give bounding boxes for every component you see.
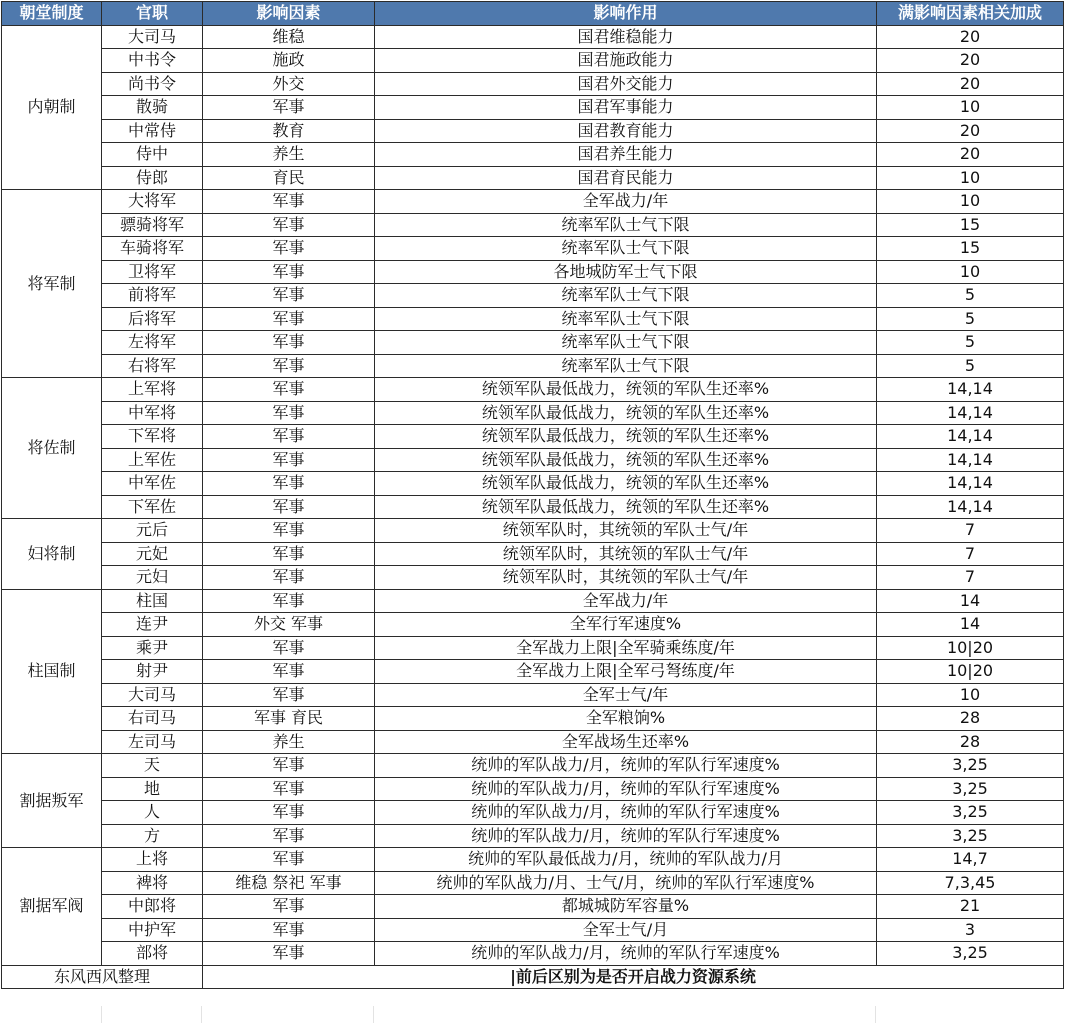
bonus-cell: 7 [877,519,1064,543]
factor-cell: 军事 [203,942,375,966]
office-cell: 下军将 [102,425,203,449]
bonus-cell: 20 [877,25,1064,49]
bonus-cell: 28 [877,707,1064,731]
effect-cell: 统领军队最低战力，统领的军队生还率% [375,448,877,472]
office-cell: 裨将 [102,871,203,895]
office-cell: 中书令 [102,49,203,73]
factor-cell: 军事 [203,589,375,613]
factor-cell: 军事 [203,237,375,261]
effect-cell: 统领军队时，其统领的军队士气/年 [375,566,877,590]
effect-cell: 统领军队最低战力，统领的军队生还率% [375,425,877,449]
effect-cell: 国君教育能力 [375,119,877,143]
table-row [2,237,1064,261]
table-row [2,683,1064,707]
bonus-cell: 21 [877,895,1064,919]
empty-gridline [875,1006,876,1023]
bonus-cell: 20 [877,49,1064,73]
factor-cell: 军事 [203,307,375,331]
table-row [2,472,1064,496]
effect-cell: 国君外交能力 [375,72,877,96]
empty-gridline [373,1006,374,1023]
factor-cell: 军事 [203,660,375,684]
table-row [2,495,1064,519]
table-row [2,730,1064,754]
effect-cell: 各地城防军士气下限 [375,260,877,284]
office-cell: 前将军 [102,284,203,308]
table-row [2,801,1064,825]
effect-cell: 统率军队士气下限 [375,237,877,261]
effect-cell: 全军战力/年 [375,589,877,613]
bonus-cell: 14 [877,613,1064,637]
system-group-cell: 割据叛军 [2,754,102,848]
factor-cell: 军事 育民 [203,707,375,731]
bonus-cell: 14,14 [877,472,1064,496]
factor-cell: 军事 [203,495,375,519]
office-cell: 右司马 [102,707,203,731]
bonus-cell: 10 [877,683,1064,707]
bonus-cell: 5 [877,354,1064,378]
effect-cell: 统率军队士气下限 [375,331,877,355]
factor-cell: 外交 军事 [203,613,375,637]
system-group-cell: 妇将制 [2,519,102,590]
effect-cell: 统领军队时，其统领的军队士气/年 [375,542,877,566]
table-row [2,589,1064,613]
table-row [2,143,1064,167]
effect-cell: 统帅的军队战力/月，统帅的军队行军速度% [375,824,877,848]
bonus-cell: 10|20 [877,636,1064,660]
effect-cell: 统率军队士气下限 [375,213,877,237]
office-cell: 方 [102,824,203,848]
office-cell: 乘尹 [102,636,203,660]
footer-note: |前后区别为是否开启战力资源系统 [203,965,1064,989]
effect-cell: 统帅的军队战力/月，统帅的军队行军速度% [375,942,877,966]
table-row [2,448,1064,472]
table-row [2,871,1064,895]
table-row [2,166,1064,190]
table-row [2,284,1064,308]
office-cell: 中军佐 [102,472,203,496]
table-row [2,49,1064,73]
effect-cell: 统帅的军队战力/月，统帅的军队行军速度% [375,777,877,801]
bonus-cell: 10 [877,96,1064,120]
factor-cell: 军事 [203,331,375,355]
table-row [2,519,1064,543]
factor-cell: 军事 [203,425,375,449]
factor-cell: 养生 [203,143,375,167]
factor-cell: 军事 [203,848,375,872]
office-cell: 上将 [102,848,203,872]
factor-cell: 军事 [203,378,375,402]
bonus-cell: 7,3,45 [877,871,1064,895]
factor-cell: 军事 [203,260,375,284]
table-row [2,754,1064,778]
factor-cell: 军事 [203,448,375,472]
office-cell: 左将军 [102,331,203,355]
office-cell: 左司马 [102,730,203,754]
bonus-cell: 7 [877,566,1064,590]
table-row [2,660,1064,684]
factor-cell: 军事 [203,566,375,590]
office-cell: 上军佐 [102,448,203,472]
effect-cell: 全军战力上限|全军骑乘练度/年 [375,636,877,660]
bonus-cell: 3 [877,918,1064,942]
table-row [2,96,1064,120]
factor-cell: 军事 [203,801,375,825]
bonus-cell: 3,25 [877,801,1064,825]
office-cell: 天 [102,754,203,778]
office-cell: 元妃 [102,542,203,566]
effect-cell: 统领军队最低战力，统领的军队生还率% [375,495,877,519]
effect-cell: 国君军事能力 [375,96,877,120]
factor-cell: 维稳 祭祀 军事 [203,871,375,895]
bonus-cell: 14 [877,589,1064,613]
bonus-cell: 3,25 [877,824,1064,848]
effect-cell: 统率军队士气下限 [375,284,877,308]
header-system: 朝堂制度 [2,2,102,26]
effect-cell: 国君养生能力 [375,143,877,167]
bonus-cell: 20 [877,72,1064,96]
table-row [2,331,1064,355]
table-row [2,636,1064,660]
office-cell: 中常侍 [102,119,203,143]
table-row [2,213,1064,237]
office-cell: 下军佐 [102,495,203,519]
factor-cell: 军事 [203,96,375,120]
factor-cell: 军事 [203,401,375,425]
office-cell: 射尹 [102,660,203,684]
spreadsheet-table [1,1,1064,989]
office-cell: 散骑 [102,96,203,120]
bonus-cell: 15 [877,237,1064,261]
factor-cell: 军事 [203,754,375,778]
header-office: 官职 [102,2,203,26]
office-cell: 部将 [102,942,203,966]
effect-cell: 统率军队士气下限 [375,354,877,378]
bonus-cell: 10 [877,190,1064,214]
office-cell: 柱国 [102,589,203,613]
effect-cell: 全军战场生还率% [375,730,877,754]
factor-cell: 军事 [203,213,375,237]
office-cell: 地 [102,777,203,801]
factor-cell: 军事 [203,190,375,214]
factor-cell: 军事 [203,284,375,308]
office-cell: 大司马 [102,683,203,707]
bonus-cell: 14,14 [877,448,1064,472]
system-group-cell: 将佐制 [2,378,102,519]
factor-cell: 养生 [203,730,375,754]
bonus-cell: 14,14 [877,425,1064,449]
effect-cell: 国君育民能力 [375,166,877,190]
system-group-cell: 将军制 [2,190,102,378]
table-row [2,542,1064,566]
system-group-cell: 割据军阀 [2,848,102,966]
factor-cell: 军事 [203,519,375,543]
effect-cell: 全军粮饷% [375,707,877,731]
effect-cell: 统领军队最低战力，统领的军队生还率% [375,472,877,496]
effect-cell: 统领军队最低战力，统领的军队生还率% [375,401,877,425]
office-cell: 侍中 [102,143,203,167]
table-row [2,848,1064,872]
table-row [2,190,1064,214]
effect-cell: 全军士气/月 [375,918,877,942]
bonus-cell: 5 [877,284,1064,308]
office-cell: 大司马 [102,25,203,49]
table-body [2,25,1064,965]
bonus-cell: 14,14 [877,495,1064,519]
header-row [2,2,1064,26]
table-row [2,566,1064,590]
effect-cell: 统领军队最低战力，统领的军队生还率% [375,378,877,402]
office-cell: 中郎将 [102,895,203,919]
empty-gridline [101,1006,102,1023]
table-row [2,425,1064,449]
bonus-cell: 10 [877,260,1064,284]
table-row [2,777,1064,801]
bonus-cell: 20 [877,143,1064,167]
factor-cell: 军事 [203,918,375,942]
factor-cell: 军事 [203,777,375,801]
effect-cell: 全军士气/年 [375,683,877,707]
effect-cell: 全军战力上限|全军弓弩练度/年 [375,660,877,684]
factor-cell: 军事 [203,354,375,378]
effect-cell: 全军行军速度% [375,613,877,637]
factor-cell: 军事 [203,542,375,566]
table-row [2,72,1064,96]
office-cell: 元后 [102,519,203,543]
effect-cell: 统帅的军队战力/月、士气/月，统帅的军队行军速度% [375,871,877,895]
office-cell: 元妇 [102,566,203,590]
effect-cell: 统帅的军队战力/月，统帅的军队行军速度% [375,801,877,825]
bonus-cell: 15 [877,213,1064,237]
table-row [2,942,1064,966]
bonus-cell: 10|20 [877,660,1064,684]
factor-cell: 育民 [203,166,375,190]
office-cell: 侍郎 [102,166,203,190]
bonus-cell: 14,7 [877,848,1064,872]
office-cell: 后将军 [102,307,203,331]
factor-cell: 军事 [203,895,375,919]
effect-cell: 统率军队士气下限 [375,307,877,331]
table-row [2,707,1064,731]
system-group-cell: 柱国制 [2,589,102,754]
office-cell: 中军将 [102,401,203,425]
office-cell: 上军将 [102,378,203,402]
table-row [2,824,1064,848]
table-row [2,25,1064,49]
effect-cell: 统帅的军队战力/月，统帅的军队行军速度% [375,754,877,778]
header-bonus: 满影响因素相关加成 [877,2,1064,26]
header-factor: 影响因素 [203,2,375,26]
office-cell: 大将军 [102,190,203,214]
header-effect: 影响作用 [375,2,877,26]
bonus-cell: 10 [877,166,1064,190]
factor-cell: 军事 [203,683,375,707]
effect-cell: 统帅的军队最低战力/月，统帅的军队战力/月 [375,848,877,872]
office-cell: 连尹 [102,613,203,637]
table-row [2,354,1064,378]
effect-cell: 国君维稳能力 [375,25,877,49]
effect-cell: 都城城防军容量% [375,895,877,919]
empty-gridline [201,1006,202,1023]
bonus-cell: 28 [877,730,1064,754]
footer-credit: 东风西风整理 [2,965,203,989]
factor-cell: 军事 [203,824,375,848]
office-cell: 骠骑将军 [102,213,203,237]
bonus-cell: 14,14 [877,401,1064,425]
table-row [2,378,1064,402]
office-cell: 右将军 [102,354,203,378]
bonus-cell: 7 [877,542,1064,566]
effect-cell: 国君施政能力 [375,49,877,73]
table-row [2,918,1064,942]
bonus-cell: 5 [877,331,1064,355]
factor-cell: 教育 [203,119,375,143]
table-row [2,307,1064,331]
factor-cell: 施政 [203,49,375,73]
effect-cell: 统领军队时，其统领的军队士气/年 [375,519,877,543]
bonus-cell: 3,25 [877,777,1064,801]
office-cell: 人 [102,801,203,825]
table-row [2,119,1064,143]
effect-cell: 全军战力/年 [375,190,877,214]
bonus-cell: 5 [877,307,1064,331]
table-row [2,260,1064,284]
bonus-cell: 3,25 [877,942,1064,966]
bonus-cell: 20 [877,119,1064,143]
factor-cell: 军事 [203,472,375,496]
table-row [2,895,1064,919]
office-cell: 尚书令 [102,72,203,96]
office-cell: 车骑将军 [102,237,203,261]
table-row [2,401,1064,425]
bonus-cell: 3,25 [877,754,1064,778]
system-group-cell: 内朝制 [2,25,102,190]
factor-cell: 维稳 [203,25,375,49]
office-cell: 中护军 [102,918,203,942]
factor-cell: 军事 [203,636,375,660]
bonus-cell: 14,14 [877,378,1064,402]
table-row [2,613,1064,637]
office-cell: 卫将军 [102,260,203,284]
footer-row [2,965,1064,989]
factor-cell: 外交 [203,72,375,96]
